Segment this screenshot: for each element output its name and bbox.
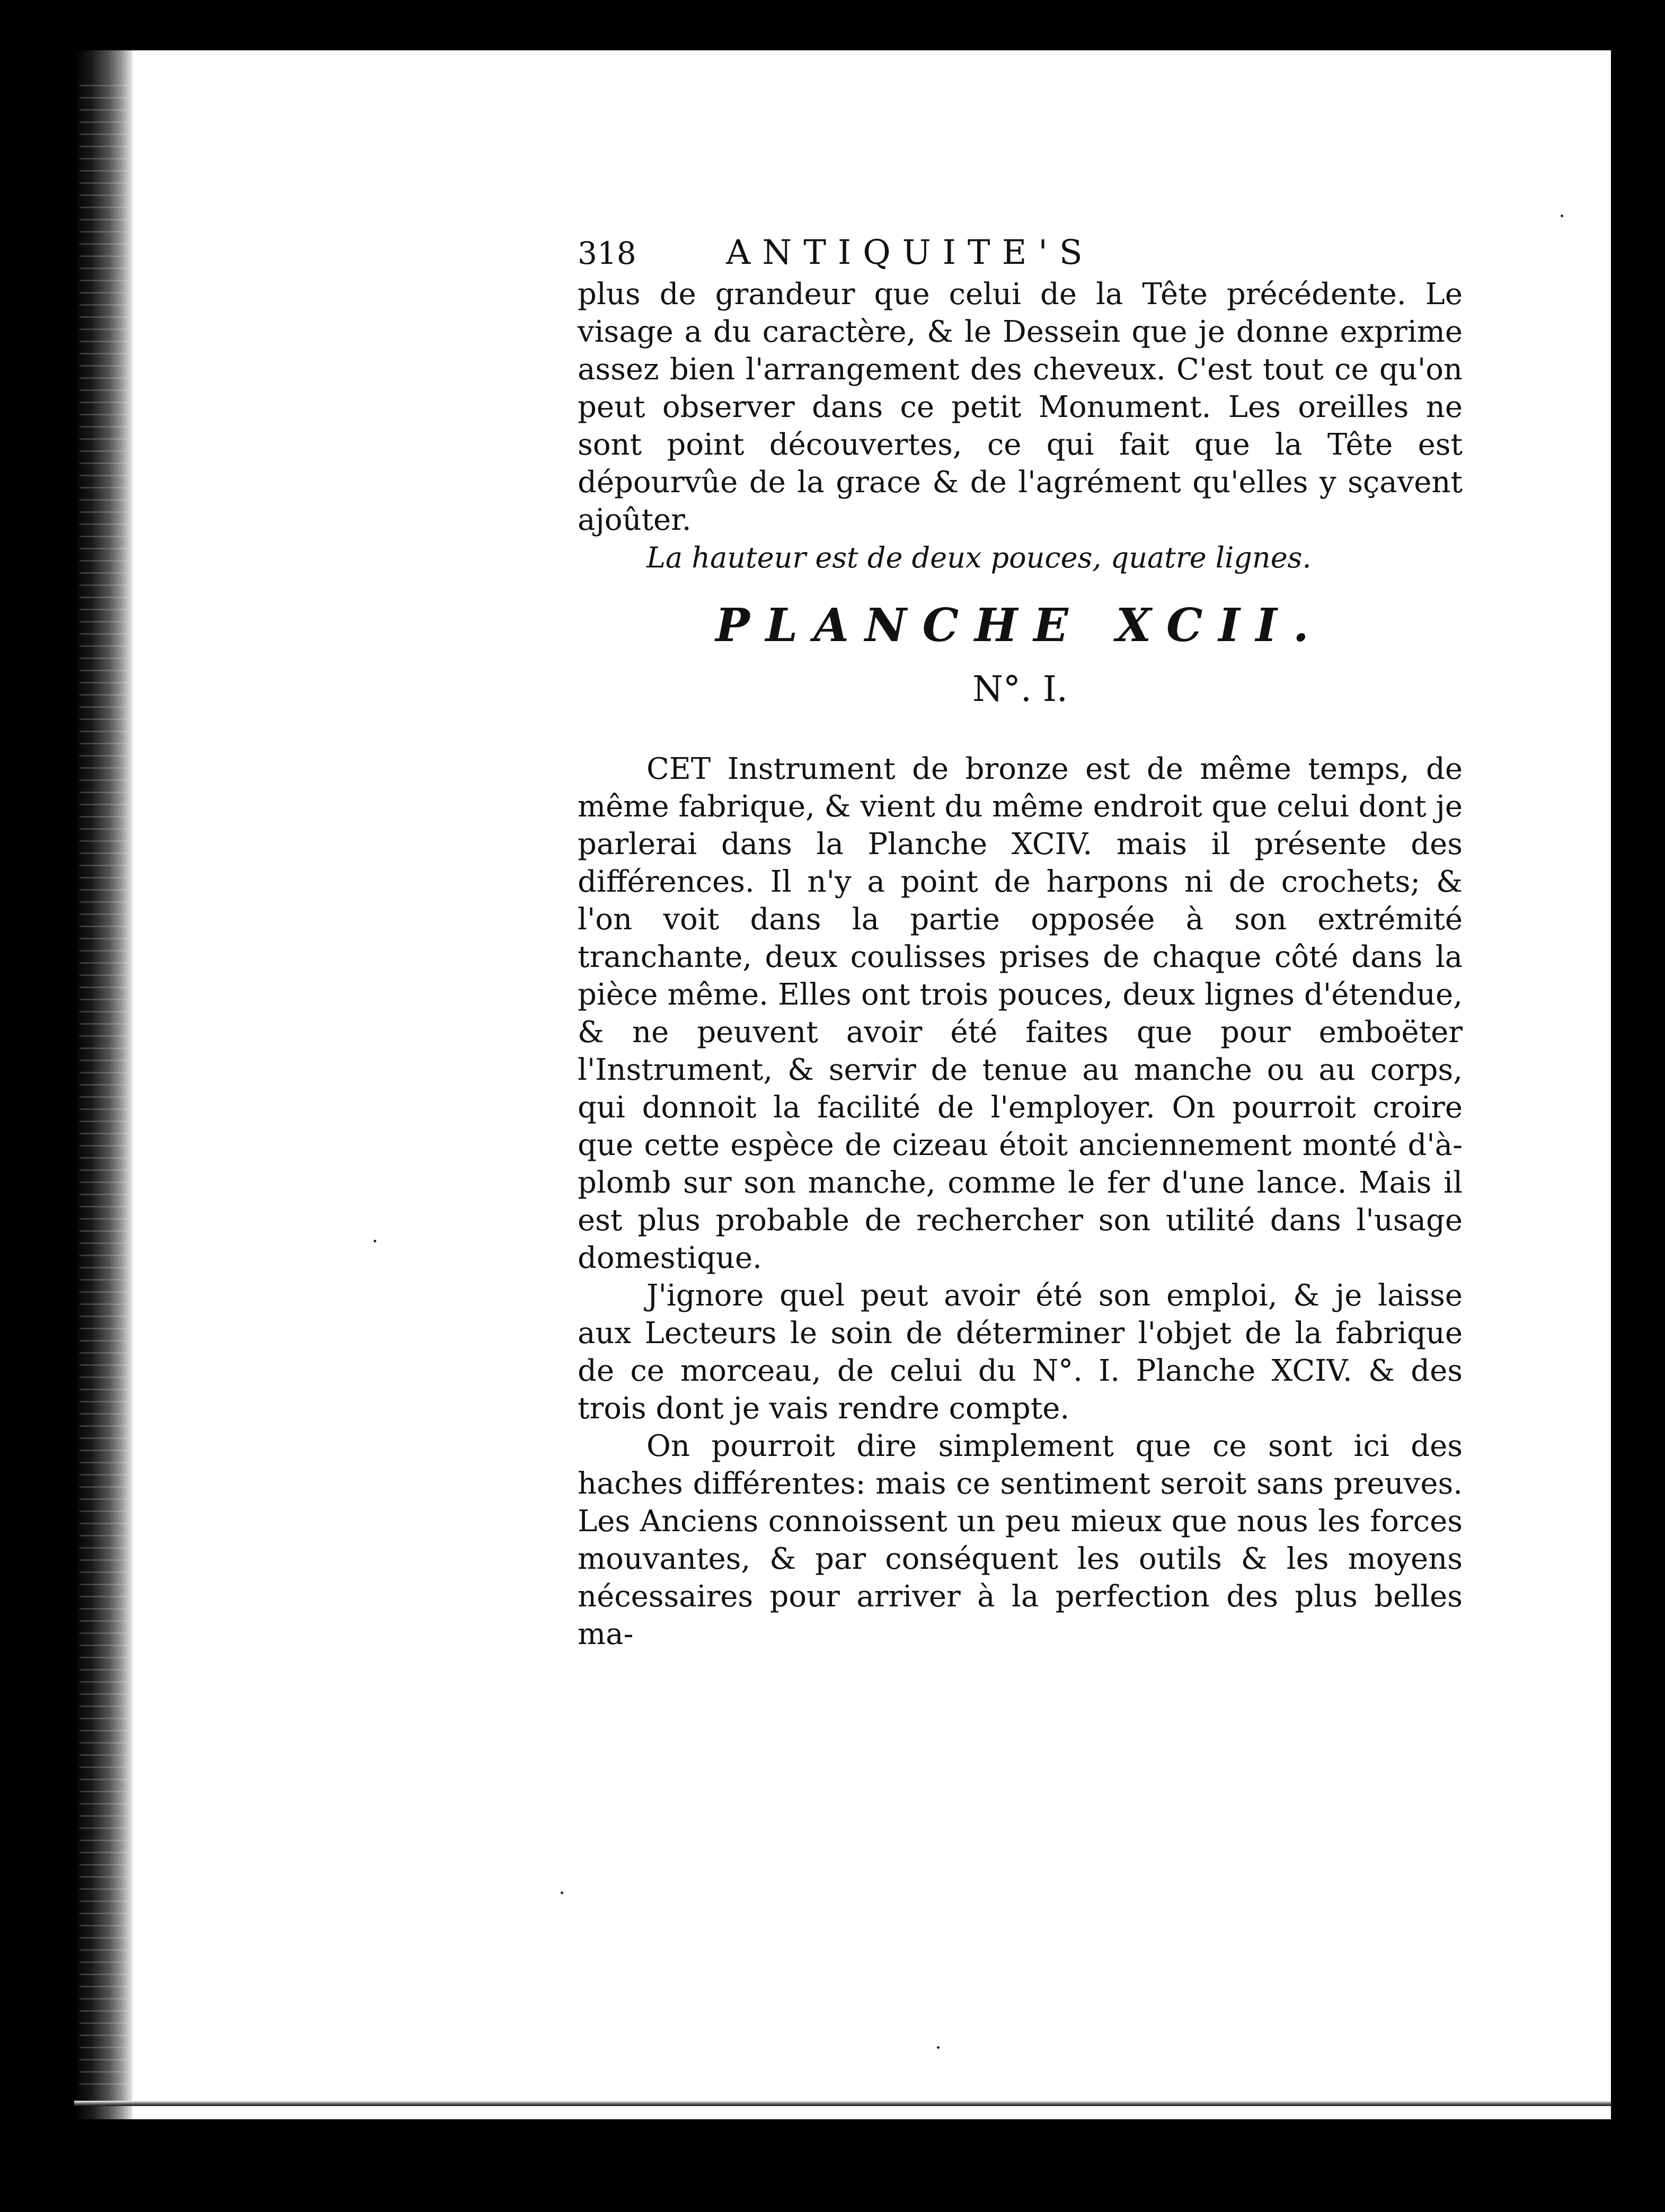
scan-speck (561, 1891, 563, 1894)
scan-speck (1561, 215, 1563, 217)
body-paragraph: CET Instrument de bronze est de même temps, de même fabrique, & vient du même endroit que celui dont je parlerai dans la Planche XCIV. mais il présente des différences. Il n'y a point de harpons ni de crochets; & l'on voit dans la partie opposée à son extrémité tranchante, deux coulisses prises de chaque côté dans la pièce même. Elles ont trois pouces, deux lignes d'étendue, & ne peuvent avoir été faites que pour emboëter l'Instrument, & servir de tenue au manche ou au corps, qui donnoit la facilité de l'employer. On pourroit croire que cette espèce de cizeau étoit anciennement monté d'à-plomb sur son manche, comme le fer d'une lance. Mais il est plus probable de rechercher son utilité dans l'usage domestique. (578, 752, 1463, 1275)
running-head (578, 233, 1463, 276)
plate-heading: PLANCHE XCII. (715, 599, 1325, 652)
main-text (578, 750, 1463, 1653)
page-number: 318 (578, 235, 636, 271)
scan-speck (937, 2046, 940, 2049)
dimension-note: La hauteur est de deux pouces, quatre lignes. (646, 541, 1312, 574)
plate-number: N°. I. (972, 669, 1068, 709)
text-column (578, 233, 1463, 1653)
continued-paragraph: plus de grandeur que celui de la Tête précédente. Le visage a du caractère, & le Dessein que je donne exprime assez bien l'arrangement des cheveux. C'est tout ce qu'on peut observer dans ce petit Monument. Les oreilles ne sont point découvertes, ce qui fait que la Tête est dépourvûe de la grace & de l'agrément qu'elles y sçavent ajoûter. (578, 277, 1463, 537)
scan-speck (374, 1240, 376, 1242)
body-paragraph: J'ignore quel peut avoir été son emploi, & je laisse aux Lecteurs le soin de déterminer l'objet de la fabrique de ce morceau, de celui du N°. I. Planche XCIV. & des trois dont je vais rendre compte. (578, 1278, 1463, 1426)
spine-texture (79, 85, 127, 2087)
body-paragraph: On pourroit dire simplement que ce sont ici des haches différentes: mais ce sentiment seroit sans preuves. Les Anciens connoissent un peu mieux que nous les forces mouvantes, & par conséquent les outils & les moyens nécessaires pour arriver à la perfection des plus belles ma- (578, 1429, 1463, 1651)
page-bottom-edge (74, 2101, 1611, 2106)
continued-text (578, 276, 1463, 539)
running-title: ANTIQUITE'S (726, 233, 1094, 272)
